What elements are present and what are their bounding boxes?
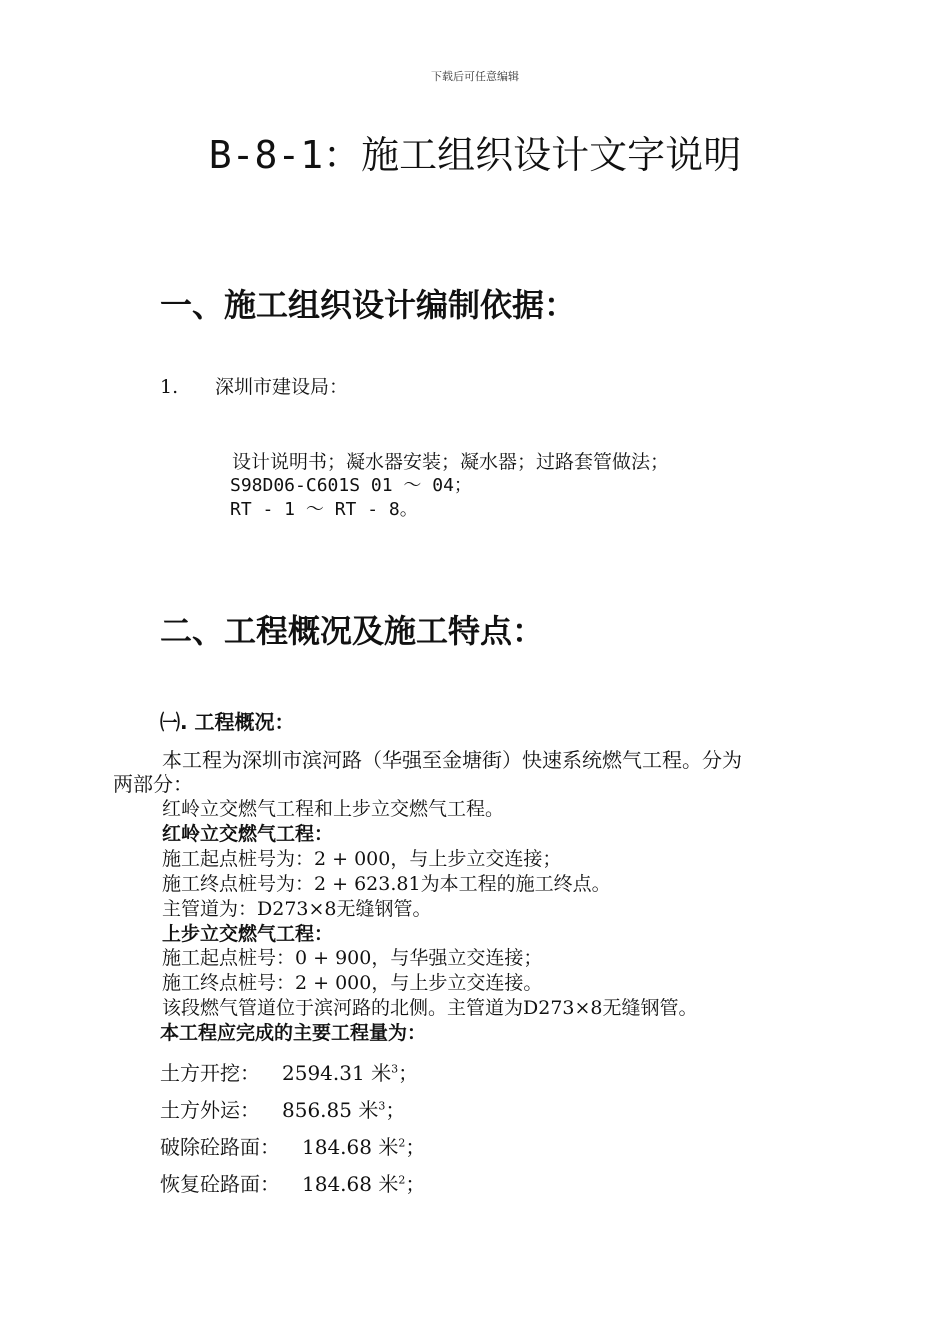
quantity-end: ； — [385, 1098, 406, 1122]
quantity-value: 856.85 米 — [282, 1098, 379, 1122]
quantity-value: 2594.31 米 — [282, 1061, 392, 1085]
page-header: 下载后可任意编辑 — [431, 70, 519, 83]
quantities-title: 本工程应完成的主要工程量为： — [160, 1022, 427, 1044]
part2-line: 该段燃气管道位于滨河路的北侧。主管道为D273×8无缝钢管。 — [162, 997, 698, 1019]
section1-item-label: 深圳市建设局： — [215, 376, 349, 398]
subsection-heading: ㈠. 工程概况： — [160, 710, 295, 734]
section1-item-number: 1. — [160, 376, 179, 398]
part1-title: 红岭立交燃气工程： — [162, 823, 334, 845]
section2-heading: 二、工程概况及施工特点： — [160, 612, 545, 650]
quantity-exponent: 3 — [391, 1062, 399, 1076]
quantity-label: 土方外运： — [160, 1098, 260, 1122]
part1-line: 主管道为：D273×8无缝钢管。 — [162, 898, 432, 920]
quantity-row — [160, 1057, 418, 1086]
section1-line: S98D06-C601S 01 ～ 04； — [230, 475, 472, 496]
quantity-end: ； — [405, 1135, 426, 1159]
intro-line: 两部分： — [113, 772, 193, 796]
quantity-row — [160, 1168, 425, 1197]
quantity-end: ； — [398, 1061, 419, 1085]
part1-line: 施工起点桩号为：2 + 000，与上步立交连接； — [162, 848, 562, 870]
quantity-label: 破除砼路面： — [160, 1135, 280, 1159]
quantity-exponent: 3 — [378, 1099, 386, 1113]
part2-line: 施工终点桩号：2 + 000，与上步立交连接。 — [162, 972, 543, 994]
quantity-exponent: 2 — [398, 1136, 406, 1150]
part1-line: 施工终点桩号为：2 + 623.81为本工程的施工终点。 — [162, 873, 611, 895]
quantity-exponent: 2 — [398, 1173, 406, 1187]
quantity-label: 恢复砼路面： — [160, 1172, 280, 1196]
quantity-end: ； — [405, 1172, 426, 1196]
section1-line: 设计说明书；凝水器安装；凝水器；过路套管做法； — [232, 451, 670, 473]
section1-line: RT - 1 ～ RT - 8。 — [230, 499, 418, 520]
intro-line: 本工程为深圳市滨河路（华强至金塘街）快速系统燃气工程。分为 — [162, 748, 742, 772]
quantity-row — [160, 1094, 405, 1123]
quantity-value: 184.68 米 — [302, 1135, 399, 1159]
section1-heading: 一、施工组织设计编制依据： — [160, 286, 577, 324]
intro-line: 红岭立交燃气工程和上步立交燃气工程。 — [162, 798, 505, 820]
quantity-row — [160, 1131, 425, 1160]
quantity-label: 土方开挖： — [160, 1061, 260, 1085]
quantity-value: 184.68 米 — [302, 1172, 399, 1196]
part2-title: 上步立交燃气工程： — [162, 923, 334, 945]
document-title: B-8-1：施工组织设计文字说明 — [208, 133, 742, 177]
part2-line: 施工起点桩号：0 + 900，与华强立交连接； — [162, 947, 543, 969]
